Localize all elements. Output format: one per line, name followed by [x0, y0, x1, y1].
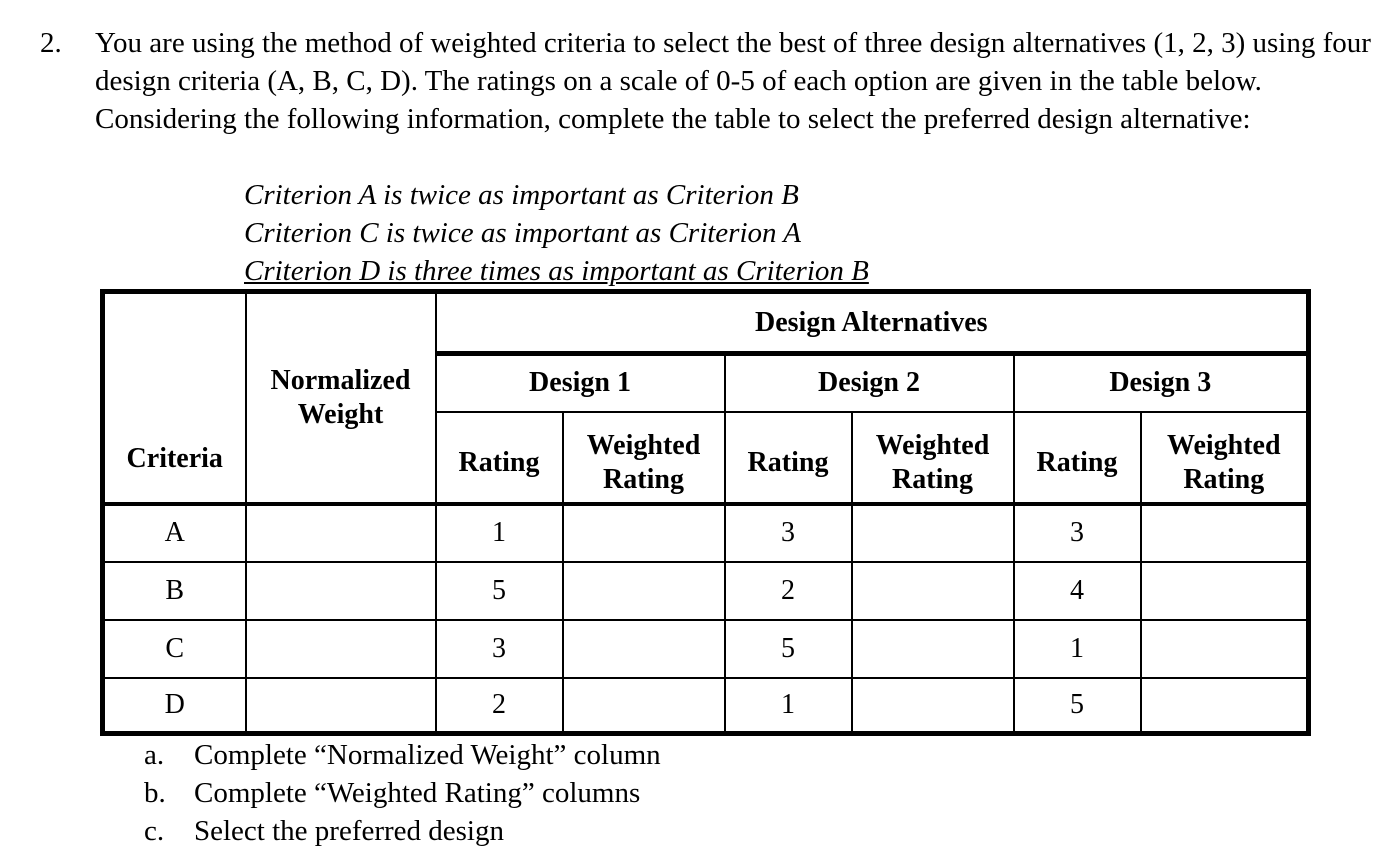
table-row: [103, 504, 1309, 562]
normalized-weight-header: Normalized Weight: [246, 292, 436, 504]
condition-3: Criterion D is three times as important as Criterion B: [244, 255, 869, 287]
design-1-header: Design 1: [436, 354, 725, 412]
table-row: [103, 678, 1309, 734]
criterion-cell: A: [103, 504, 246, 562]
weighted-rating-cell[interactable]: [563, 620, 725, 678]
task-text: Complete “Weighted Rating” columns: [194, 777, 641, 809]
conditions-list: [244, 176, 869, 290]
rating-cell: 3: [436, 620, 563, 678]
weighted-rating-cell[interactable]: [1141, 620, 1309, 678]
design-2-weighted-header: Weighted Rating: [852, 412, 1014, 504]
rating-cell: 1: [725, 678, 852, 734]
rating-cell: 2: [725, 562, 852, 620]
criterion-cell: D: [103, 678, 246, 734]
criterion-cell: C: [103, 620, 246, 678]
weighted-rating-cell[interactable]: [852, 678, 1014, 734]
task-text: Complete “Normalized Weight” column: [194, 739, 661, 771]
condition-2: Criterion C is twice as important as Criterion A: [244, 217, 801, 249]
rating-cell: 5: [725, 620, 852, 678]
weighted-rating-cell[interactable]: [1141, 504, 1309, 562]
design-3-weighted-header: Weighted Rating: [1141, 412, 1309, 504]
weighted-rating-cell[interactable]: [563, 678, 725, 734]
rating-cell: 1: [1014, 620, 1141, 678]
weighted-rating-cell[interactable]: [852, 620, 1014, 678]
rating-cell: 2: [436, 678, 563, 734]
weighted-rating-cell[interactable]: [1141, 678, 1309, 734]
weighted-rating-cell[interactable]: [852, 562, 1014, 620]
condition-1: Criterion A is twice as important as Criterion B: [244, 179, 799, 211]
rating-cell: 3: [1014, 504, 1141, 562]
rating-cell: 4: [1014, 562, 1141, 620]
list-item: [144, 736, 661, 774]
rating-cell: 5: [1014, 678, 1141, 734]
design-2-header: Design 2: [725, 354, 1014, 412]
rating-cell: 5: [436, 562, 563, 620]
normalized-weight-cell[interactable]: [246, 620, 436, 678]
task-label: c.: [144, 815, 165, 847]
task-text: Select the preferred design: [194, 815, 504, 847]
design-3-header: Design 3: [1014, 354, 1309, 412]
task-label: b.: [144, 777, 166, 809]
design-alternatives-header: Design Alternatives: [436, 292, 1309, 354]
weighted-rating-cell[interactable]: [1141, 562, 1309, 620]
question-number: 2.: [40, 27, 62, 59]
table-row: [103, 562, 1309, 620]
criterion-cell: B: [103, 562, 246, 620]
design-1-rating-header: Rating: [436, 412, 563, 504]
question-text: You are using the method of weighted criteria to select the best of three design alternatives (1, 2, 3) using four design criteria (A, B, C, D). The ratings on a scale of 0-5 of each option are given in the table below. Considering the following information, complete the table to select the preferred design alternative:: [95, 27, 1371, 135]
list-item: [144, 812, 661, 850]
table-row: [103, 620, 1309, 678]
normalized-weight-cell[interactable]: [246, 562, 436, 620]
design-1-weighted-header: Weighted Rating: [563, 412, 725, 504]
criteria-header: Criteria: [103, 292, 246, 504]
normalized-weight-cell[interactable]: [246, 504, 436, 562]
task-label: a.: [144, 739, 165, 771]
weighted-criteria-table: [100, 289, 1311, 736]
design-3-rating-header: Rating: [1014, 412, 1141, 504]
task-list: [144, 736, 661, 850]
list-item: [144, 774, 661, 812]
rating-cell: 3: [725, 504, 852, 562]
weighted-rating-cell[interactable]: [563, 504, 725, 562]
weighted-rating-cell[interactable]: [852, 504, 1014, 562]
normalized-weight-cell[interactable]: [246, 678, 436, 734]
weighted-rating-cell[interactable]: [563, 562, 725, 620]
design-2-rating-header: Rating: [725, 412, 852, 504]
rating-cell: 1: [436, 504, 563, 562]
